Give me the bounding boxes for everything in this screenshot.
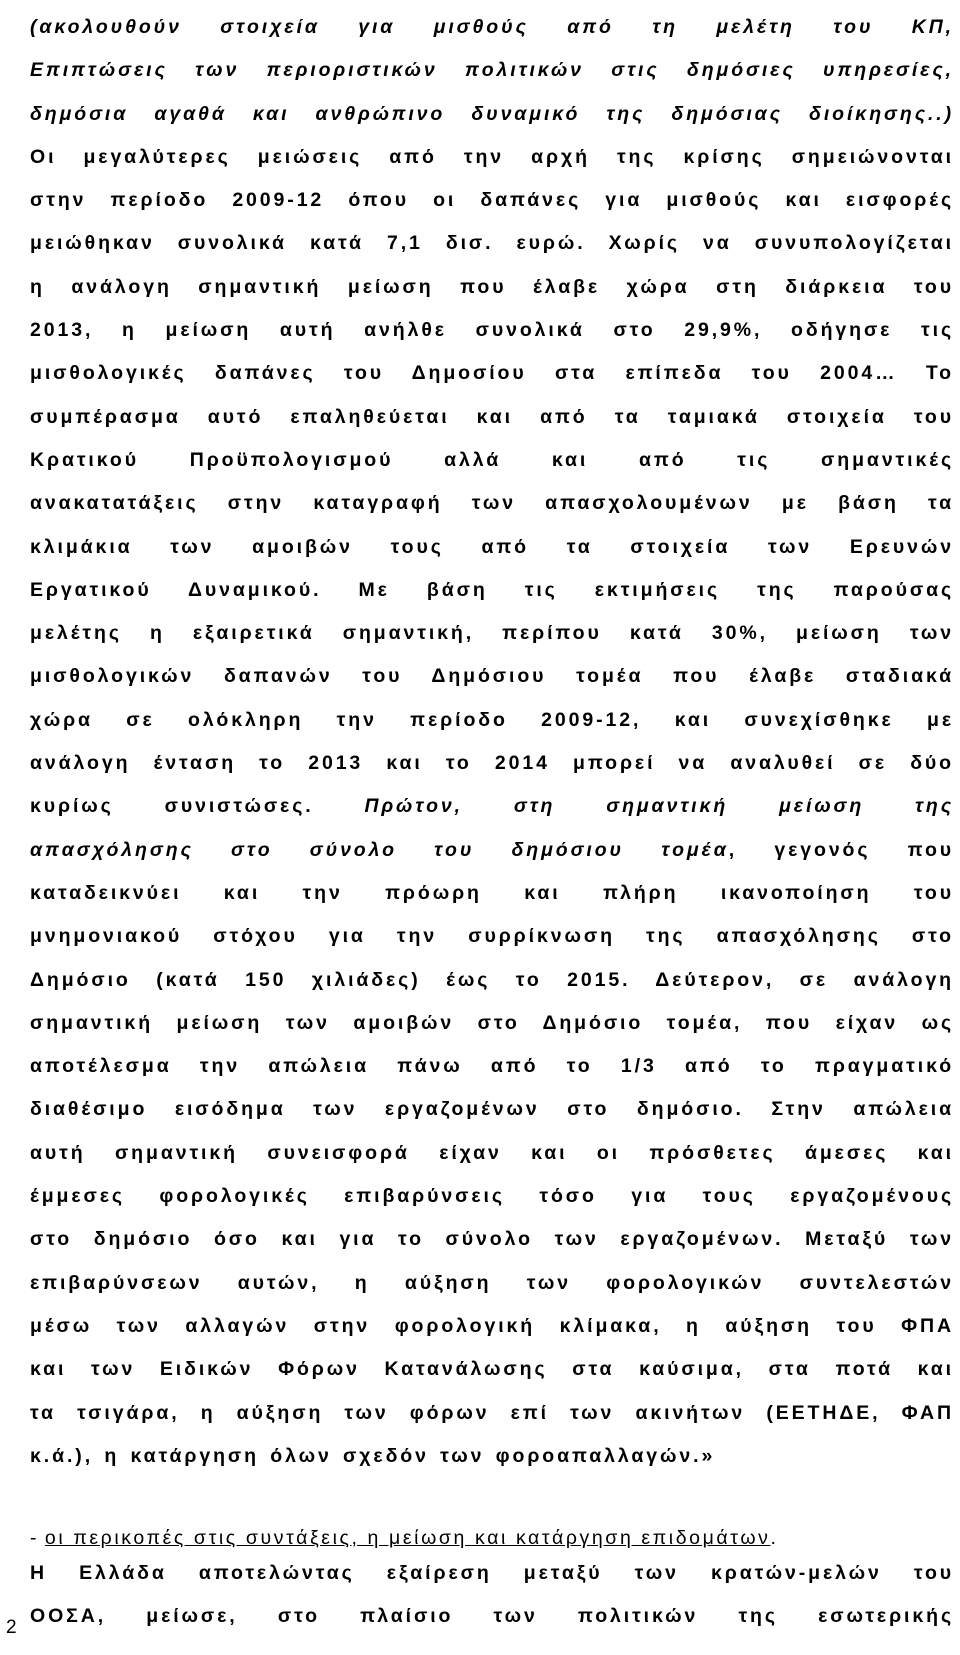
- text-run: σημαντική μείωση των αμοιβών στο Δημόσιο τομέα, που είχαν ως: [30, 1011, 954, 1034]
- text-run: μισθολογικές δαπάνες του Δημοσίου στα επίπεδα του 2004… Το: [30, 362, 954, 385]
- italic-text-run: δημόσια αγαθά και ανθρώπινο δυναμικό της δημόσιας διοίκησης..): [30, 102, 954, 125]
- text-line: [30, 179, 954, 222]
- text-line: [30, 93, 954, 136]
- text-line: [30, 222, 954, 265]
- text-line: [30, 1392, 954, 1435]
- text-run: έμμεσες φορολογικές επιβαρύνσεις τόσο για τους εργαζομένους: [30, 1185, 954, 1208]
- text-line: ΟΟΣΑ, μείωσε, στο πλαίσιο των πολιτικών της εσωτερικής: [30, 1605, 954, 1628]
- italic-text-run: απασχόλησης στο σύνολο του δημόσιου τομέα: [30, 838, 729, 861]
- text-line: [30, 742, 954, 785]
- text-run: , γεγονός που: [728, 838, 954, 861]
- text-run: στην περίοδο 2009-12 όπου οι δαπάνες για μισθούς και εισφορές: [30, 189, 954, 212]
- text-line: [30, 309, 954, 352]
- text-line: [30, 872, 954, 915]
- bullet-item: [30, 1524, 954, 1552]
- text-line: [30, 396, 954, 439]
- text-run: αυτή σημαντική συνεισφορά είχαν και οι πρόσθετες άμεσες και: [30, 1141, 954, 1164]
- text-run: καταδεικνύει και την πρόωρη και πλήρη ικανοποίηση του: [30, 881, 954, 904]
- text-line: [30, 1218, 954, 1261]
- text-run: κλιμάκια των αμοιβών τους από τα στοιχεία των Ερευνών: [30, 535, 954, 558]
- document-page: [30, 0, 954, 1638]
- text-run: και των Ειδικών Φόρων Κατανάλωσης στα καύσιμα, στα ποτά και: [30, 1358, 954, 1381]
- text-line: [30, 1262, 954, 1305]
- page-number: 2: [6, 1617, 17, 1638]
- text-line: [30, 699, 954, 742]
- text-line: [30, 136, 954, 179]
- text-run: 2013, η μείωση αυτή ανήλθε συνολικά στο 29,9%, οδήγησε τις: [30, 319, 954, 342]
- text-line: [30, 569, 954, 612]
- quoted-study-paragraph: [30, 0, 954, 1478]
- text-line: [30, 829, 954, 872]
- text-run: τα τσιγάρα, η αύξηση των φόρων επί των ακινήτων (ΕΕΤΗΔΕ, ΦΑΠ: [30, 1401, 954, 1424]
- pension-cuts-link[interactable]: οι περικοπές στις συντάξεις, η μείωση και κατάργηση επιδομάτων: [44, 1527, 771, 1550]
- text-run: μελέτης η εξαιρετικά σημαντική, περίπου κατά 30%, μείωση των: [30, 622, 954, 645]
- text-line: [30, 1305, 954, 1348]
- text-line: Η Ελλάδα αποτελώντας εξαίρεση μεταξύ των κρατών-μελών του: [30, 1562, 954, 1585]
- italic-text-run: Επιπτώσεις των περιοριστικών πολιτικών στις δημόσιες υπηρεσίες,: [30, 59, 954, 82]
- text-line: [30, 266, 954, 309]
- spacer: [30, 1478, 954, 1524]
- text-line: [30, 1088, 954, 1131]
- bullet-dash: -: [30, 1527, 45, 1550]
- text-run: αποτέλεσμα την απώλεια πάνω από το 1/3 από το πραγματικό: [30, 1055, 954, 1078]
- text-line: [30, 655, 954, 698]
- text-line: [30, 1045, 954, 1088]
- text-run: συμπέρασμα αυτό επαληθεύεται και από τα ταμιακά στοιχεία του: [30, 405, 954, 428]
- text-run: Εργατικού Δυναμικού. Με βάση τις εκτιμήσεις της παρούσας: [30, 578, 954, 601]
- text-run: μέσω των αλλαγών στην φορολογική κλίμακα, η αύξηση του ΦΠΑ: [30, 1314, 954, 1337]
- text-line: [30, 1435, 954, 1478]
- text-run: χώρα σε ολόκληρη την περίοδο 2009-12, και συνεχίσθηκε με: [30, 708, 954, 731]
- text-line: [30, 526, 954, 569]
- text-line: [30, 785, 954, 828]
- text-run: ανακατατάξεις στην καταγραφή των απασχολουμένων με βάση τα: [30, 492, 954, 515]
- text-run: μισθολογικών δαπανών του Δημόσιου τομέα που έλαβε σταδιακά: [30, 665, 954, 688]
- text-line: [30, 352, 954, 395]
- text-line: [30, 959, 954, 1002]
- text-run: ανάλογη ένταση το 2013 και το 2014 μπορεί να αναλυθεί σε δύο: [30, 752, 954, 775]
- text-run: μνημονιακού στόχου για την συρρίκνωση της απασχόλησης στο: [30, 925, 954, 948]
- oecd-paragraph: [30, 1552, 954, 1638]
- text-run: η ανάλογη σημαντική μείωση που έλαβε χώρα στη διάρκεια του: [30, 275, 954, 298]
- text-line: [30, 1348, 954, 1391]
- italic-text-run: (ακολουθούν στοιχεία για μισθούς από τη μελέτη του ΚΠ,: [30, 16, 954, 38]
- text-run: στο δημόσιο όσο και για το σύνολο των εργαζομένων. Μεταξύ των: [30, 1228, 954, 1251]
- text-line: [30, 1175, 954, 1218]
- text-line: [30, 49, 954, 92]
- text-line: [30, 1002, 954, 1045]
- text-run: κυρίως συνιστώσες.: [30, 795, 365, 818]
- text-run: κ.ά.), η κατάργηση όλων σχεδόν των φοροαπαλλαγών.»: [30, 1444, 716, 1467]
- text-line: [30, 612, 954, 655]
- text-run: επιβαρύνσεων αυτών, η αύξηση των φορολογικών συντελεστών: [30, 1271, 954, 1294]
- text-run: διαθέσιμο εισόδημα των εργαζομένων στο δημόσιο. Στην απώλεια: [30, 1098, 954, 1121]
- text-run: μειώθηκαν συνολικά κατά 7,1 δισ. ευρώ. Χωρίς να συνυπολογίζεται: [30, 232, 954, 255]
- text-run: Δημόσιο (κατά 150 χιλιάδες) έως το 2015. Δεύτερον, σε ανάλογη: [30, 968, 954, 991]
- text-line: [30, 6, 954, 49]
- bullet-end: .: [770, 1527, 778, 1550]
- text-line: [30, 439, 954, 482]
- text-line: [30, 482, 954, 525]
- text-line: [30, 915, 954, 958]
- text-run: Κρατικού Προϋπολογισμού αλλά και από τις σημαντικές: [30, 448, 954, 471]
- text-line: [30, 1132, 954, 1175]
- italic-text-run: Πρώτον, στη σημαντική μείωση της: [364, 795, 954, 818]
- text-run: Οι μεγαλύτερες μειώσεις από την αρχή της κρίσης σημειώνονται: [30, 145, 954, 168]
